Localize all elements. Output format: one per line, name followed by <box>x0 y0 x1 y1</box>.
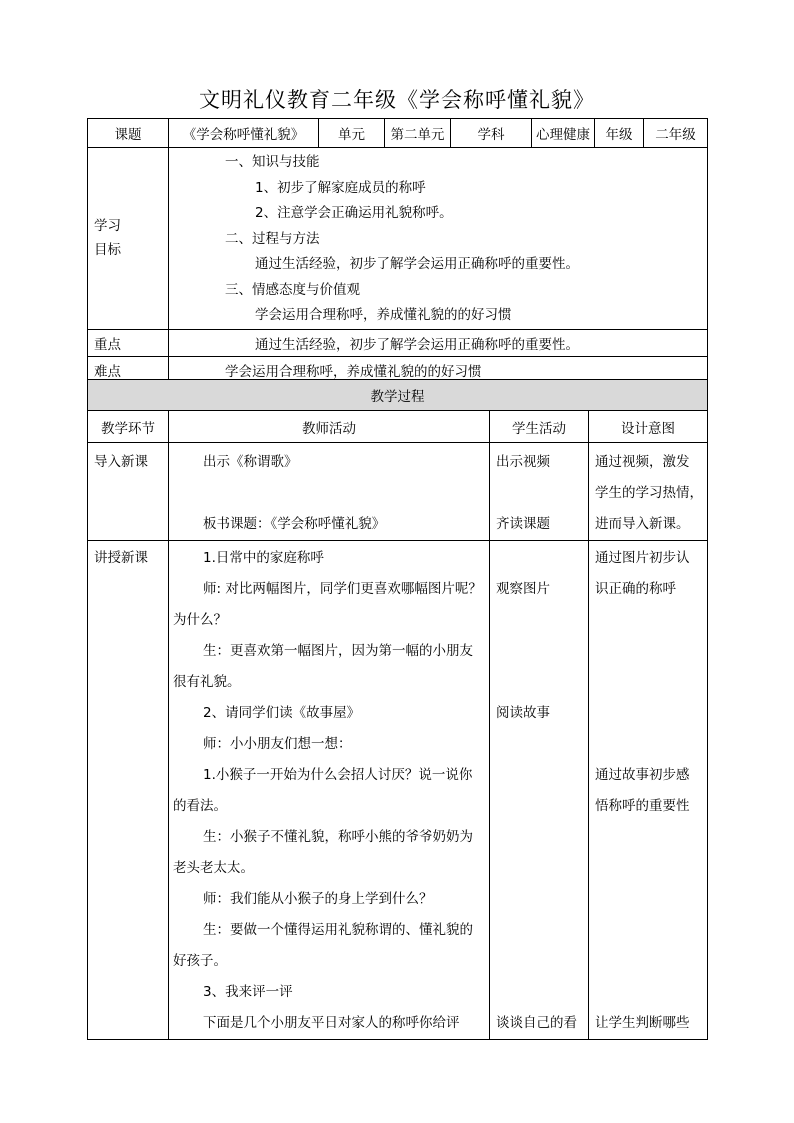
teacher-line: 师：我们能从小猴子的身上学到什么？ <box>203 891 433 907</box>
teacher-line: 下面是几个小朋友平日对家人的称呼你给评 <box>203 1015 460 1031</box>
student-line <box>496 636 588 667</box>
lesson-intent <box>589 541 708 1040</box>
intent-line: 通过故事初步感 <box>595 767 690 783</box>
intent-line: 通过图片初步认 <box>595 550 690 566</box>
teacher-line: 生：要做一个懂得运用礼貌称谓的、懂礼貌的 <box>203 922 473 938</box>
goal-line: 1、初步了解家庭成员的称呼 <box>255 179 426 196</box>
unit-label: 单元 <box>319 119 385 148</box>
goal-line: 学会运用合理称呼，养成懂礼貌的的好习惯 <box>255 307 512 323</box>
goal-line: 通过生活经验，初步了解学会运用正确称呼的重要性。 <box>255 256 579 272</box>
key-point-value: 通过生活经验，初步了解学会运用正确称呼的重要性。 <box>169 329 708 356</box>
student-line <box>496 729 588 760</box>
student-line <box>496 605 588 636</box>
student-line: 阅读故事 <box>496 705 550 721</box>
column-header-row <box>88 411 708 443</box>
column-teacher: 教师活动 <box>169 411 490 443</box>
goal-line: 二、过程与方法 <box>225 230 320 247</box>
intent-line <box>595 946 707 977</box>
column-intent: 设计意图 <box>589 411 708 443</box>
subject-value: 心理健康 <box>532 119 595 148</box>
teacher-line: 的看法。 <box>173 798 227 814</box>
student-line <box>496 884 588 915</box>
intent-line <box>595 915 707 946</box>
unit-value: 第二单元 <box>385 119 451 148</box>
teacher-line: 好孩子。 <box>173 953 227 969</box>
teacher-line: 3、我来评一评 <box>203 984 293 1000</box>
teacher-line: 很有礼貌。 <box>173 674 241 690</box>
teacher-line: 1.小猴子一开始为什么会招人讨厌？说一说你 <box>203 767 473 783</box>
intent-line <box>595 884 707 915</box>
student-line: 观察图片 <box>496 581 550 597</box>
topic-label: 课题 <box>88 119 169 148</box>
goal-line: 一、知识与技能 <box>225 154 320 170</box>
intent-line <box>595 636 707 667</box>
teacher-line: 老头老太太。 <box>173 860 254 876</box>
intent-line <box>595 667 707 698</box>
lesson-stage <box>88 541 169 1040</box>
teacher-line <box>203 478 489 509</box>
student-line <box>496 853 588 884</box>
intent-line <box>595 729 707 760</box>
intent-line: 学生的学习热情， <box>595 485 703 501</box>
goals-content <box>169 148 708 330</box>
student-line <box>496 667 588 698</box>
intent-line: 进而导入新课。 <box>595 516 690 532</box>
key-point-row <box>88 329 708 356</box>
teacher-line: 生：更喜欢第一幅图片，因为第一幅的小朋友 <box>203 643 473 659</box>
process-header-row <box>88 380 708 411</box>
student-line <box>496 915 588 946</box>
goal-line: 三、情感态度与价值观 <box>225 281 360 298</box>
teacher-line: 板书课题：《学会称呼懂礼貌》 <box>203 516 386 532</box>
intent-line <box>595 853 707 884</box>
intent-line: 识正确的称呼 <box>595 581 676 597</box>
intro-row <box>88 443 708 541</box>
teacher-line: 出示《称谓歌》 <box>203 454 298 470</box>
student-line <box>496 543 588 574</box>
lesson-row <box>88 541 708 1040</box>
intro-intent <box>589 443 708 541</box>
student-line <box>496 977 588 1008</box>
student-line <box>496 791 588 822</box>
intro-student <box>490 443 589 541</box>
lesson-teacher <box>169 541 490 1040</box>
intro-teacher <box>169 443 490 541</box>
teacher-line: 为什么？ <box>173 612 227 628</box>
goals-row <box>88 148 708 330</box>
goal-line: 2、注意学会正确运用礼貌称呼。 <box>255 205 453 221</box>
intent-line: 通过视频，激发 <box>595 454 690 470</box>
student-line <box>496 822 588 853</box>
teacher-line: 2、请同学们读《故事屋》 <box>203 705 361 721</box>
stage-label: 讲授新课 <box>94 550 148 566</box>
student-line: 谈谈自己的看 <box>496 1015 577 1031</box>
goals-label <box>88 148 169 330</box>
column-stage: 教学环节 <box>88 411 169 443</box>
difficulty-value: 学会运用合理称呼，养成懂礼貌的的好习惯 <box>169 356 708 383</box>
info-row <box>88 119 708 148</box>
goals-label-line: 目标 <box>94 242 121 259</box>
intent-line <box>595 698 707 729</box>
goals-label-line: 学习 <box>94 218 121 235</box>
column-student: 学生活动 <box>490 411 589 443</box>
student-line <box>496 760 588 791</box>
intent-line: 让学生判断哪些 <box>595 1015 690 1031</box>
key-point-label: 重点 <box>88 329 169 356</box>
student-line: 齐读课题 <box>496 516 550 532</box>
difficulty-label: 难点 <box>88 356 169 383</box>
topic-value: 《学会称呼懂礼貌》 <box>169 119 319 148</box>
subject-label: 学科 <box>451 119 532 148</box>
intent-line <box>595 605 707 636</box>
grade-label: 年级 <box>595 119 644 148</box>
teacher-line: 师: 对比两幅图片，同学们更喜欢哪幅图片呢？ <box>203 581 482 597</box>
intent-line <box>595 822 707 853</box>
process-table <box>87 379 708 1040</box>
teacher-line: 师：小小朋友们想一想： <box>203 736 352 752</box>
teacher-line: 生：小猴子不懂礼貌，称呼小熊的爷爷奶奶为 <box>203 829 473 845</box>
intent-line <box>595 977 707 1008</box>
lesson-student <box>490 541 589 1040</box>
stage-label: 导入新课 <box>94 454 148 470</box>
grade-value: 二年级 <box>644 119 708 148</box>
intro-stage <box>88 443 169 541</box>
intent-line: 悟称呼的重要性 <box>595 798 690 814</box>
student-line <box>496 946 588 977</box>
process-header: 教学过程 <box>88 380 708 411</box>
student-line: 出示视频 <box>496 454 550 470</box>
document-title: 文明礼仪教育二年级《学会称呼懂礼貌》 <box>199 88 595 112</box>
teacher-line: 1.日常中的家庭称呼 <box>203 550 324 566</box>
student-line <box>496 478 588 509</box>
lesson-plan-table <box>87 118 708 384</box>
